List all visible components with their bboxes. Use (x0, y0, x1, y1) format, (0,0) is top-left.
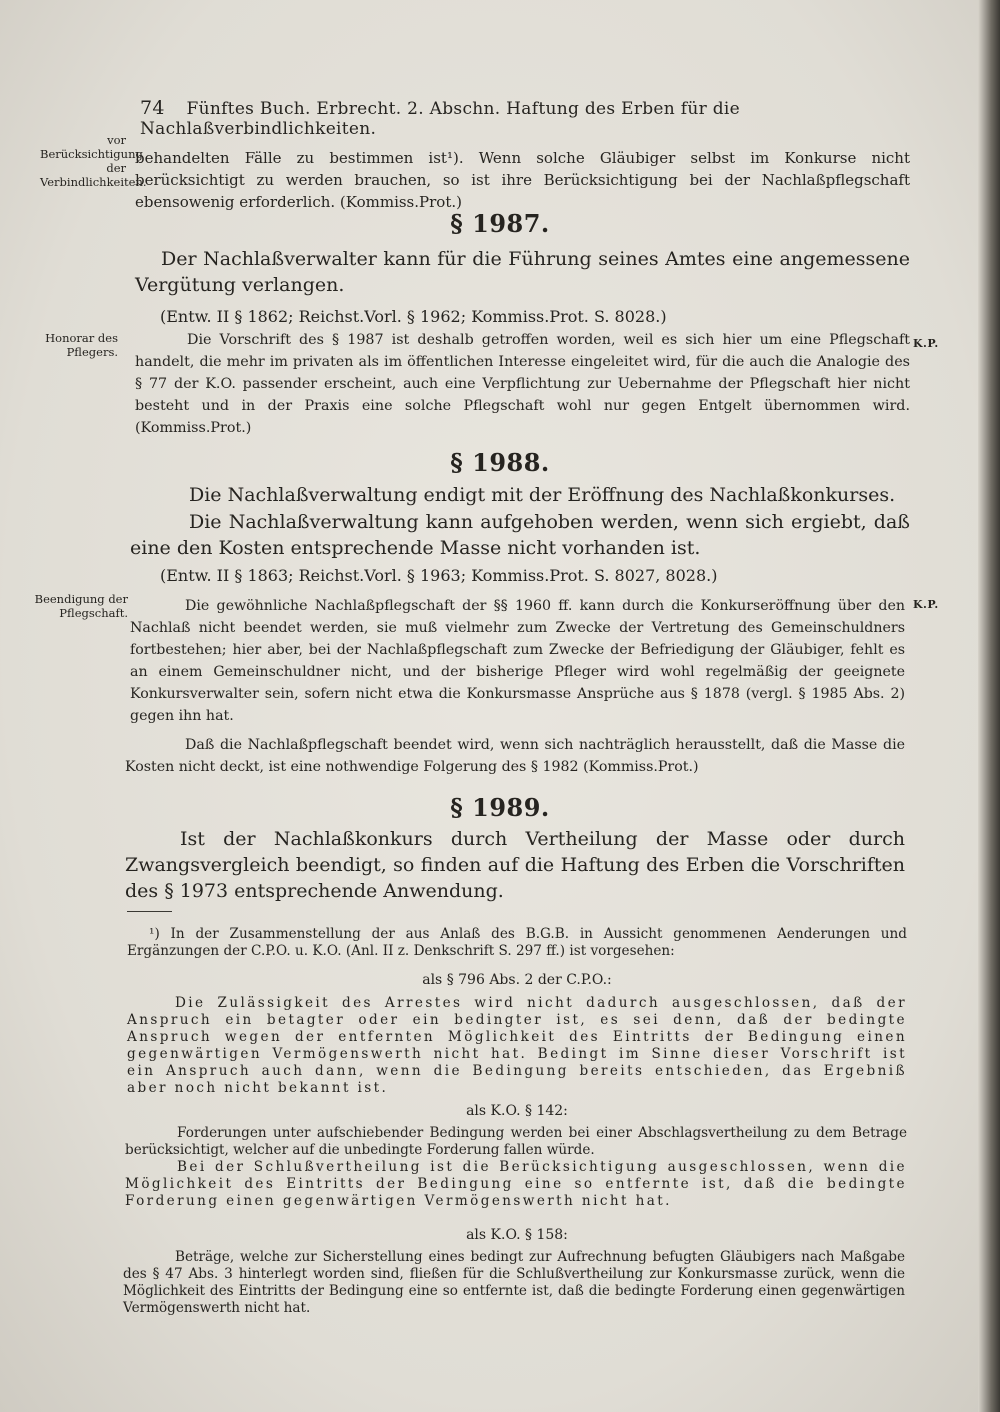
commentary-paragraph: Die Vorschrift des § 1987 ist deshalb getroffen worden, weil es sich hier um eine Pflegschaft handelt, die mehr im privaten als im öffentlichen Interesse eingeleitet wird, für die auch die Analogie des § 77 der K.O. passender erscheint, auch eine Verpflichtung zur Uebernahme der Pflegschaft hier nicht besteht und in der Praxis eine solche Pflegschaft wohl nur gegen Entgelt übernommen wird. (Kommiss.Prot.) (135, 332, 910, 436)
footnote-quote: Beträge, welche zur Sicherstellung eines bedingt zur Aufrechnung befugten Gläubigers nach Maßgabe des § 47 Abs. 3 hinterlegt worden sind, fließen für die Schlußvertheilung zur Konkursmasse zurück, wenn die Möglichkeit des Eintritts der Bedingung eine so entfernte ist, daß die bedingte Forderung einen gegenwärtigen Vermögenswerth nicht hat. (123, 1249, 905, 1316)
footnote-quote: Die Zulässigkeit des Arrestes wird nicht dadurch ausgeschlossen, daß der Anspruch ein betagter oder ein bedingter ist, es sei denn, daß der bedingte Anspruch wegen der entfernten Möglichkeit des Eintritts der Bedingung einen gegenwärtigen Vermögenswerth nicht hat. Bedingt im Sinne dieser Vorschrift ist ein Anspruch auch dann, wenn die Bedingung bereits entschieden, das Ergebniß aber noch nicht bekannt ist. (127, 995, 907, 1096)
section-heading: § 1988. (450, 448, 550, 477)
footnote-heading: als K.O. § 158: (466, 1227, 568, 1243)
margin-note: Beendigung der Pflegschaft. (34, 592, 128, 620)
footnote-heading: als K.O. § 142: (466, 1103, 568, 1119)
law-text: Die Nachlaßverwaltung endigt mit der Eröffnung des Nachlaßkonkurses. (189, 484, 896, 506)
footnote-rule (127, 911, 172, 912)
page-number: 74 (140, 97, 165, 119)
source-reference: (Entw. II § 1862; Reichst.Vorl. § 1962; Kommiss.Prot. S. 8028.) (160, 307, 667, 326)
running-title: Fünftes Buch. Erbrecht. 2. Abschn. Haftung des Erben für die Nachlaßverbindlichkeiten. (140, 99, 740, 139)
footnote-quote: Forderungen unter aufschiebender Bedingung werden bei einer Abschlagsvertheilung zu dem Betrage berücksichtigt, welcher auf die unbedingte Forderung fallen würde. (125, 1125, 907, 1158)
footnote-heading: als § 796 Abs. 2 der C.P.O.: (422, 972, 612, 988)
kp-marker: K.P. (913, 337, 939, 350)
footnote-intro: ¹) In der Zusammenstellung der aus Anlaß des B.G.B. in Aussicht genommenen Aenderungen und Ergänzungen der C.P.O. u. K.O. (Anl. II z. Denkschrift S. 297 ff.) ist vorgesehen: (127, 926, 907, 959)
source-reference: (Entw. II § 1863; Reichst.Vorl. § 1963; Kommiss.Prot. S. 8027, 8028.) (160, 566, 718, 585)
margin-note: vor Berücksichtigung der Verbindlichkeiten. (40, 133, 147, 189)
kp-marker: K.P. (913, 598, 939, 611)
section-heading: § 1987. (450, 209, 550, 238)
book-spine-shadow (978, 0, 1000, 1412)
running-header (140, 97, 860, 139)
margin-note: Honorar des Pflegers. (45, 331, 118, 359)
footnote-quote: Bei der Schlußvertheilung ist die Berücksichtigung ausgeschlossen, wenn die Möglichkeit des Eintritts der Bedingung eine so entfernte ist, daß die bedingte Forderung einen gegenwärtigen Vermögenswerth nicht hat. (125, 1159, 907, 1209)
continuation-paragraph: behandelten Fälle zu bestimmen ist¹). Wenn solche Gläubiger selbst im Konkurse nicht berücksichtigt zu werden brauchen, so ist ihre Berücksichtigung bei der Nachlaßpflegschaft ebensowenig erforderlich. (Kommiss.Prot.) (135, 149, 910, 211)
section-heading: § 1989. (450, 793, 550, 822)
law-text: Der Nachlaßverwalter kann für die Führung seines Amtes eine angemessene Vergütung verlangen. (135, 248, 910, 296)
commentary-paragraph: Die gewöhnliche Nachlaßpflegschaft der §§ 1960 ff. kann durch die Konkurseröffnung über den Nachlaß nicht beendet werden, sie muß vielmehr zum Zwecke der Vertretung des Gemeinschuldners fortbestehen; hier aber, bei der Nachlaßpflegschaft zum Zwecke der Befriedigung der Gläubiger, fehlt es an einem Gemeinschuldner nicht, und der bisherige Pfleger wird wohl regelmäßig der geeignete Konkursverwalter sein, sofern nicht etwa die Konkursmasse Ansprüche aus § 1878 (vergl. § 1985 Abs. 2) gegen ihn hat. (130, 598, 905, 724)
law-text: Ist der Nachlaßkonkurs durch Vertheilung der Masse oder durch Zwangsvergleich beendigt, so finden auf die Haftung des Erben die Vorschriften des § 1973 entsprechende Anwendung. (125, 828, 905, 902)
law-text: Die Nachlaßverwaltung kann aufgehoben werden, wenn sich ergiebt, daß eine den Kosten entsprechende Masse nicht vorhanden ist. (130, 511, 910, 559)
commentary-paragraph: Daß die Nachlaßpflegschaft beendet wird, wenn sich nachträglich herausstellt, daß die Masse die Kosten nicht deckt, ist eine nothwendige Folgerung des § 1982 (Kommiss.Prot.) (125, 737, 905, 775)
